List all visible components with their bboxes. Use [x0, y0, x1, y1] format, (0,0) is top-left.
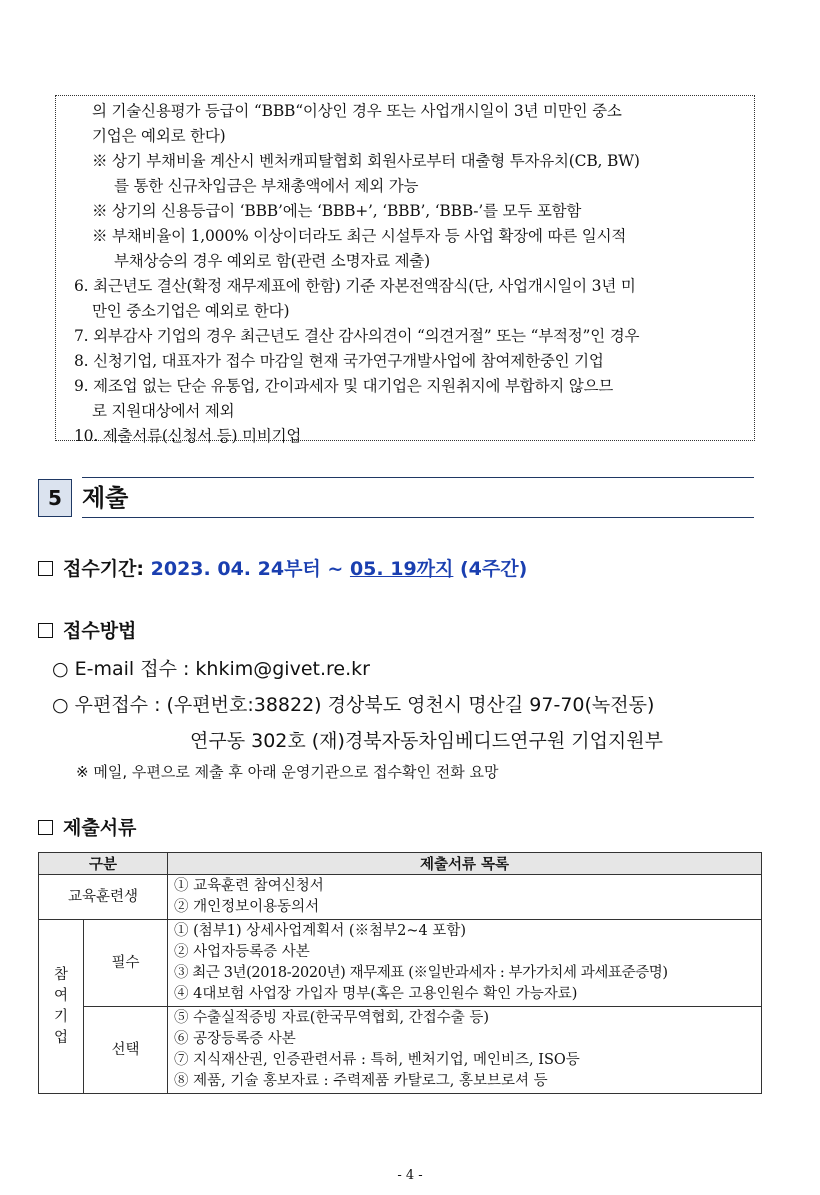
label-char: 여: [53, 987, 68, 1004]
list-item: ⑥ 공장등록증 사본: [174, 1031, 296, 1047]
period-weeks: (4주간): [460, 558, 528, 580]
box-line: ※ 부채비율이 1,000% 이상이더라도 최근 시설투자 등 사업 확장에 따른 일시적: [92, 227, 627, 245]
checkbox-icon: [38, 623, 53, 638]
box-line: 기업은 예외로 한다): [92, 127, 226, 145]
header-category: 구분: [39, 853, 168, 875]
header-list: 제출서류 목록: [168, 853, 762, 875]
table-row: [39, 1007, 762, 1094]
box-line: 부채상승의 경우 예외로 함(관련 소명자료 제출): [114, 252, 431, 270]
method-heading: [38, 616, 136, 643]
checkbox-icon: [38, 561, 53, 576]
docs-heading: [38, 813, 136, 840]
list-item: ② 개인정보이용동의서: [174, 899, 320, 915]
checkbox-icon: [38, 820, 53, 835]
method-label: 접수방법: [63, 620, 137, 642]
section-rule-bottom: [82, 517, 754, 518]
required-items: [168, 920, 762, 1007]
list-item: ③ 최근 3년(2018-2020년) 재무제표 (※일반과세자 : 부가가치세 과세표준증명): [174, 965, 668, 981]
documents-table: [38, 852, 762, 1094]
period-tilde: ~: [327, 558, 344, 580]
label-char: 기: [53, 1008, 68, 1025]
box-line: 7. 외부감사 기업의 경우 최근년도 결산 감사의견이 “의견거절” 또는 “부적정”인 경우: [74, 327, 640, 345]
optional-items: [168, 1007, 762, 1094]
list-item: ⑦ 지식재산권, 인증관련서류 : 특허, 벤처기업, 메인비즈, ISO등: [174, 1052, 580, 1068]
trainee-label: 교육훈련생: [39, 875, 168, 920]
trainee-items: [168, 875, 762, 920]
table-row: [39, 875, 762, 920]
list-item: ④ 4대보험 사업장 가입자 명부(혹은 고용인원수 확인 가능자료): [174, 986, 578, 1002]
period-start: 2023. 04. 24부터: [150, 558, 321, 580]
optional-label: 선택: [84, 1007, 168, 1094]
box-line: ※ 상기 부채비율 계산시 벤처캐피탈협회 회원사로부터 대출형 투자유치(CB, BW): [92, 152, 640, 170]
list-item: ① (첨부1) 상세사업계획서 (※첨부2~4 포함): [174, 923, 466, 939]
section-title: 제출: [82, 484, 129, 512]
label-char: 참: [53, 966, 68, 983]
box-line: 8. 신청기업, 대표자가 접수 마감일 현재 국가연구개발사업에 참여제한중인 기업: [74, 352, 604, 370]
table-row: [39, 920, 762, 1007]
section-number: 5: [38, 479, 72, 517]
box-line: 를 통한 신규차입금은 부채총액에서 제외 가능: [114, 177, 419, 195]
company-label: [39, 920, 84, 1094]
contact-note: ※ 메일, 우편으로 제출 후 아래 운영기관으로 접수확인 전화 요망: [76, 763, 499, 781]
email-line: ○ E-mail 접수 : khkim@givet.re.kr: [52, 658, 370, 680]
box-line: ※ 상기의 신용등급이 ‘BBB’에는 ‘BBB+’, ‘BBB’, ‘BBB-’를 모두 포함함: [92, 202, 582, 220]
period-row: [38, 554, 527, 581]
table-header-row: [39, 853, 762, 875]
docs-label: 제출서류: [63, 817, 137, 839]
list-item: ⑤ 수출실적증빙 자료(한국무역협회, 간접수출 등): [174, 1010, 489, 1026]
box-line: 6. 최근년도 결산(확정 재무제표에 한함) 기준 자본전액잠식(단, 사업개시일이 3년 미: [74, 277, 636, 295]
post-line-1: ○ 우편접수 : (우편번호:38822) 경상북도 영천시 명산길 97-70(녹전동): [52, 694, 655, 716]
post-line-2: 연구동 302호 (재)경북자동차임베디드연구원 기업지원부: [190, 730, 663, 752]
required-label: 필수: [84, 920, 168, 1007]
period-label: 접수기간:: [63, 558, 145, 580]
box-line: 만인 중소기업은 예외로 한다): [92, 302, 290, 320]
box-line: 9. 제조업 없는 단순 유통업, 간이과세자 및 대기업은 지원취지에 부합하지 않으므: [74, 377, 614, 395]
list-item: ② 사업자등록증 사본: [174, 944, 310, 960]
box-line: 10. 제출서류(신청서 등) 미비기업: [74, 427, 302, 445]
page-number: - 4 -: [397, 1168, 423, 1183]
label-char: 업: [53, 1029, 68, 1046]
box-line: 로 지원대상에서 제외: [92, 402, 235, 420]
list-item: ① 교육훈련 참여신청서: [174, 878, 324, 894]
section-rule-top: [82, 477, 754, 478]
list-item: ⑧ 제품, 기술 홍보자료 : 주력제품 카탈로그, 홍보브로셔 등: [174, 1073, 548, 1089]
period-end: 05. 19까지: [349, 558, 454, 580]
box-line: 의 기술신용평가 등급이 “BBB“이상인 경우 또는 사업개시일이 3년 미만인 중소: [92, 102, 622, 120]
